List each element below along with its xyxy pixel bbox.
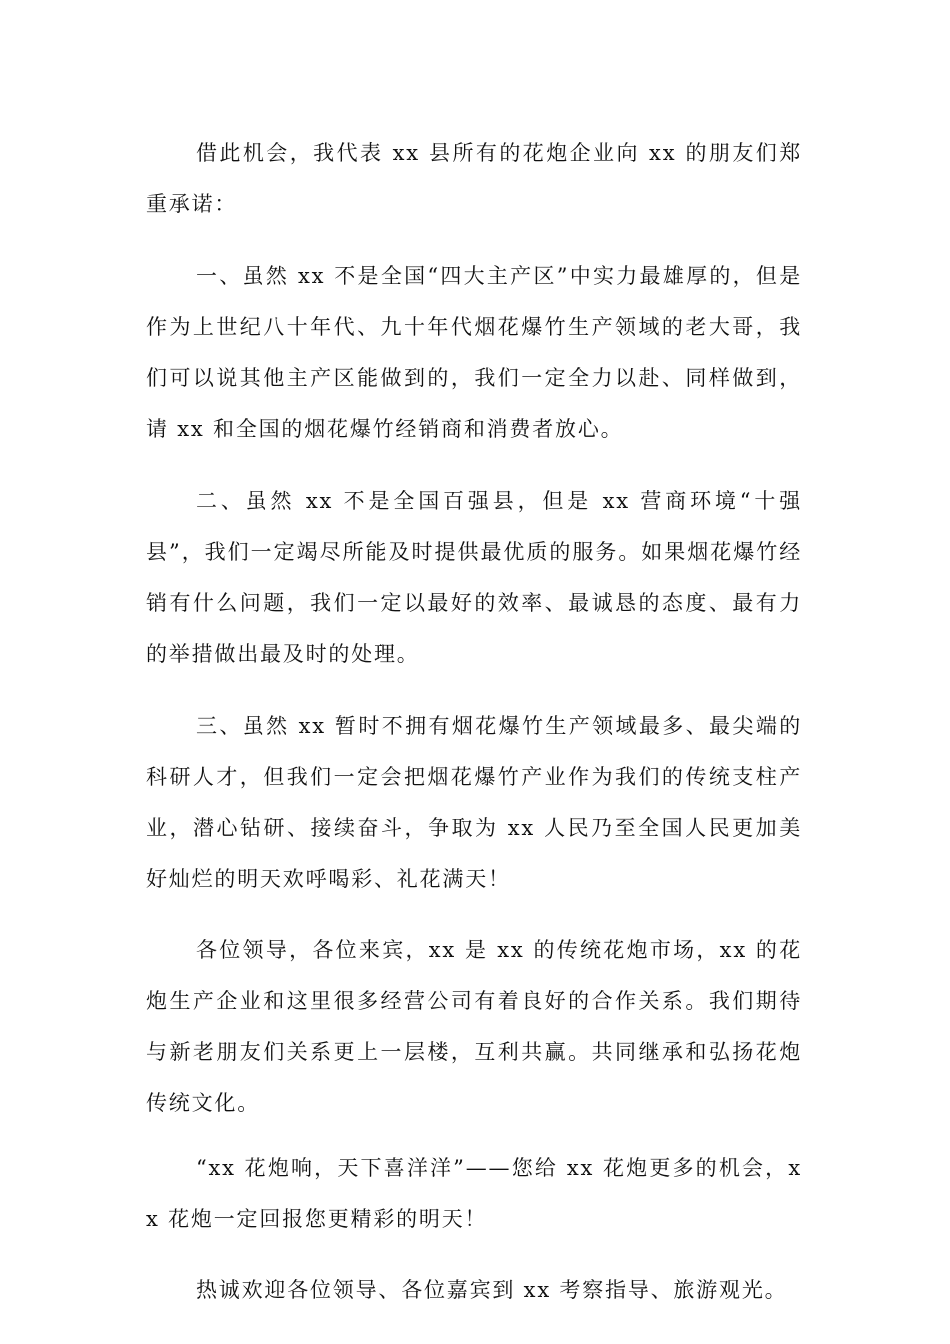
paragraph-intro: 借此机会，我代表 xx 县所有的花炮企业向 xx 的朋友们郑重承诺： <box>146 141 802 216</box>
paragraph-promise-two: 二、虽然 xx 不是全国百强县，但是 xx 营商环境“十强县”，我们一定竭尽所能及时提供最优质的服务。如果烟花爆竹经销有什么问题，我们一定以最好的效率、最诚恳的态度、最有力的举措做出最及时的处理。 <box>146 489 802 666</box>
paragraph-welcome: 热诚欢迎各位领导、各位嘉宾到 xx 考察指导、旅游观光。 <box>196 1278 788 1302</box>
paragraph-market: 各位领导，各位来宾，xx 是 xx 的传统花炮市场，xx 的花炮生产企业和这里很多经营公司有着良好的合作关系。我们期待与新老朋友们关系更上一层楼，互利共赢。共同继承和弘扬花炮传统文化。 <box>146 938 802 1115</box>
paragraph-promise-one: 一、虽然 xx 不是全国“四大主产区”中实力最雄厚的，但是作为上世纪八十年代、九十年代烟花爆竹生产领域的老大哥，我们可以说其他主产区能做到的，我们一定全力以赴、同样做到，请 xx 和全国的烟花爆竹经销商和消费者放心。 <box>146 264 802 441</box>
document-body <box>146 128 802 1316</box>
paragraph-slogan: “xx 花炮响，天下喜洋洋”——您给 xx 花炮更多的机会，xx 花炮一定回报您更精彩的明天！ <box>146 1156 802 1231</box>
paragraph-promise-three: 三、虽然 xx 暂时不拥有烟花爆竹生产领域最多、最尖端的科研人才，但我们一定会把烟花爆竹产业作为我们的传统支柱产业，潜心钻研、接续奋斗，争取为 xx 人民乃至全国人民更加美好灿烂的明天欢呼喝彩、礼花满天！ <box>146 714 802 891</box>
